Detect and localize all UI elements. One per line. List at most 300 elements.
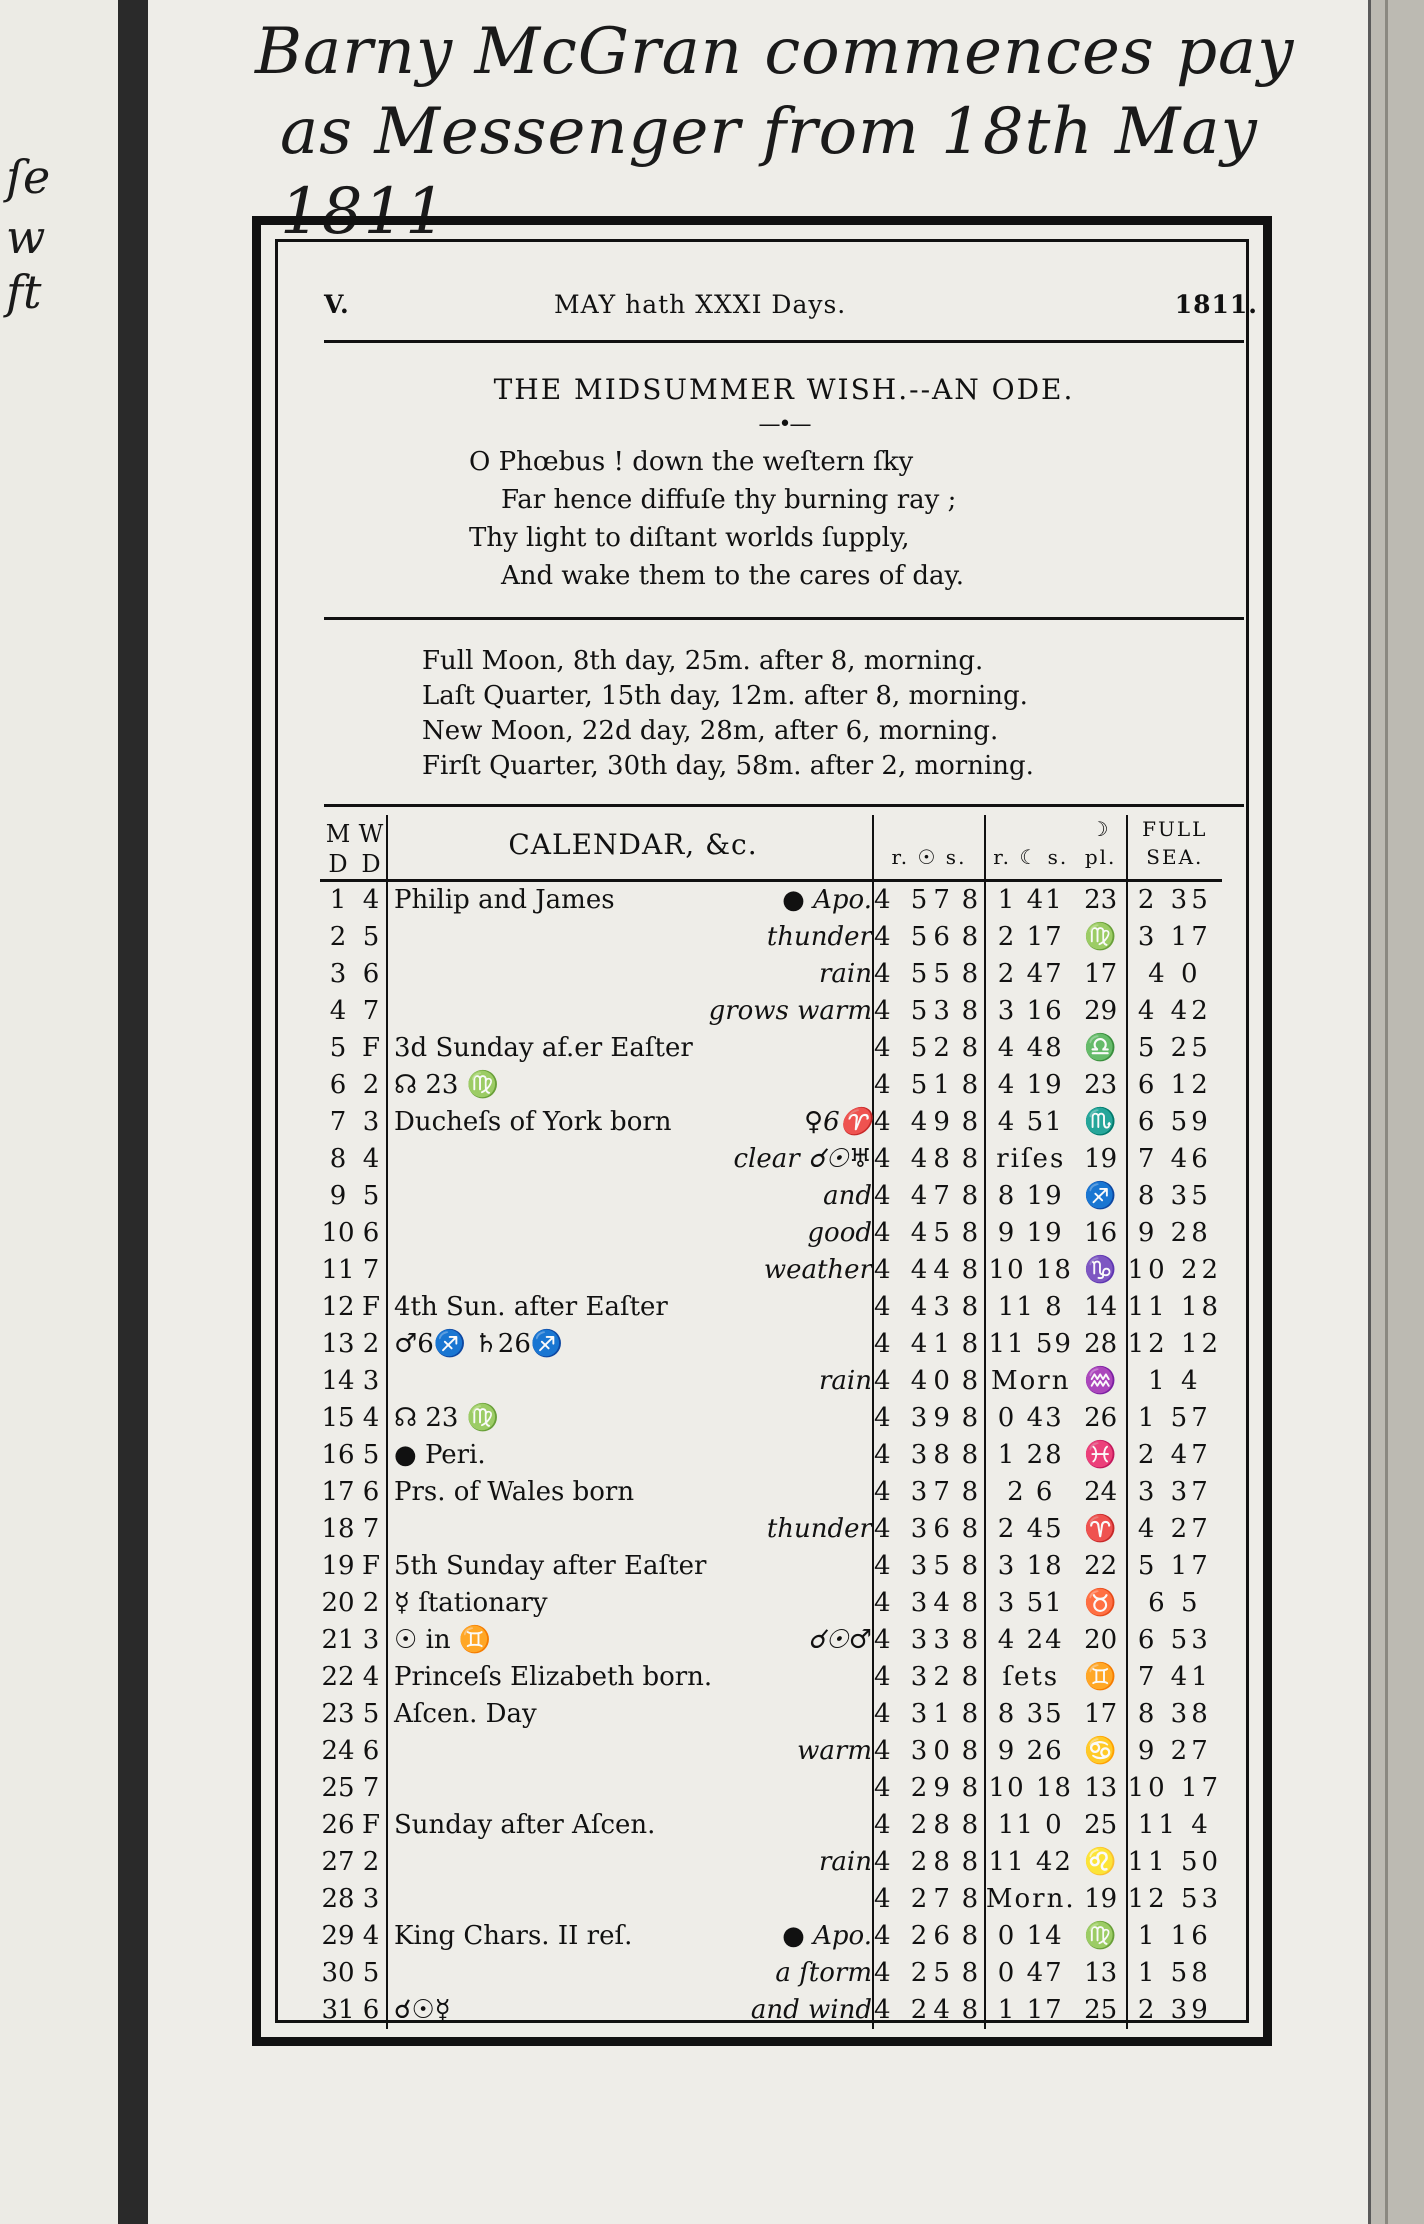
sun-set: 8 xyxy=(956,1770,985,1807)
table-row xyxy=(320,993,1222,1030)
sun-rise: 4 45 xyxy=(874,1218,956,1248)
phase-last-quarter: Laſt Quarter, 15th day, 12m. after 8, morning. xyxy=(422,681,1028,711)
moon-rise-set: riſes xyxy=(996,1144,1066,1174)
month-day: 13 xyxy=(321,1329,355,1359)
sun-set: 8 xyxy=(956,1400,985,1437)
month-day: 4 xyxy=(329,996,347,1026)
month-day: 16 xyxy=(321,1440,355,1470)
sun-rise: 4 40 xyxy=(874,1366,956,1396)
week-day: 7 xyxy=(356,1511,387,1548)
week-day: 3 xyxy=(356,1881,387,1918)
full-sea: 1 58 xyxy=(1137,1958,1212,1988)
table-row xyxy=(320,1030,1222,1067)
table-row xyxy=(320,1770,1222,1807)
week-day: 3 xyxy=(356,1622,387,1659)
week-day: 4 xyxy=(356,881,387,920)
table-row xyxy=(320,1844,1222,1881)
sun-set: 8 xyxy=(956,1474,985,1511)
table-row xyxy=(320,1141,1222,1178)
event-text: Aſcen. Day xyxy=(394,1699,537,1729)
moon-place: 19 xyxy=(1076,1141,1127,1178)
week-day: 6 xyxy=(356,1733,387,1770)
moon-place: 25 xyxy=(1076,1992,1127,2029)
event-text: Prs. of Wales born xyxy=(394,1477,635,1507)
year: 1811. xyxy=(1174,290,1258,319)
table-row xyxy=(320,1696,1222,1733)
week-day: 5 xyxy=(356,1696,387,1733)
weather-note: ● Apo. xyxy=(782,1921,872,1951)
full-sea: 6 12 xyxy=(1137,1070,1212,1100)
header-moon-place: ☽ pl. xyxy=(1076,815,1127,881)
week-day: 5 xyxy=(356,1955,387,1992)
weather-note: and wind xyxy=(750,1995,872,2025)
moon-place: 25 xyxy=(1076,1807,1127,1844)
event-text: Sunday after Aſcen. xyxy=(394,1810,656,1840)
month-day: 12 xyxy=(321,1292,355,1322)
weather-note: rain xyxy=(819,1366,872,1396)
moon-place: 16 xyxy=(1076,1215,1127,1252)
sun-rise: 4 56 xyxy=(874,922,956,952)
event-text: 3d Sunday af.er Eaſter xyxy=(394,1033,693,1063)
verse-line-3: Thy light to diſtant worlds ſupply, xyxy=(469,523,910,553)
moon-rise-set: 8 19 xyxy=(997,1181,1064,1211)
table-row xyxy=(320,956,1222,993)
moon-rise-set: 1 28 xyxy=(997,1440,1064,1470)
week-day: 6 xyxy=(356,1215,387,1252)
week-day: 4 xyxy=(356,1141,387,1178)
weather-note: a ſtorm xyxy=(775,1958,872,1988)
full-sea: 3 17 xyxy=(1137,922,1212,952)
week-day: 2 xyxy=(356,1326,387,1363)
weather-note: thunder xyxy=(766,1514,872,1544)
table-row xyxy=(320,1622,1222,1659)
full-sea: 6 5 xyxy=(1148,1588,1202,1618)
sun-set: 8 xyxy=(956,1437,985,1474)
moon-rise-set: 4 24 xyxy=(997,1625,1064,1655)
calendar-entry xyxy=(387,1030,873,1067)
moon-rise-set: 9 26 xyxy=(997,1736,1064,1766)
sun-rise: 4 38 xyxy=(874,1440,956,1470)
sun-set: 8 xyxy=(956,1289,985,1326)
calendar-entry xyxy=(387,1733,873,1770)
month-day: 6 xyxy=(329,1070,347,1100)
sun-rise: 4 28 xyxy=(874,1810,956,1840)
sun-set: 8 xyxy=(956,1918,985,1955)
moon-rise-set: 11 59 xyxy=(988,1329,1073,1359)
moon-place: ♋ xyxy=(1076,1733,1127,1770)
week-day: 5 xyxy=(356,1178,387,1215)
sun-set: 8 xyxy=(956,993,985,1030)
calendar-entry xyxy=(387,1696,873,1733)
sun-rise: 4 32 xyxy=(874,1662,956,1692)
full-sea: 1 57 xyxy=(1137,1403,1212,1433)
header-moon-rise-set: r. ☾ s. xyxy=(985,815,1076,881)
weather-note: weather xyxy=(763,1255,872,1285)
header-full-sea: FULL SEA. xyxy=(1127,815,1222,881)
weather-note: ☌☉♂ xyxy=(807,1625,872,1655)
verse-rule xyxy=(324,617,1244,620)
full-sea: 10 17 xyxy=(1127,1773,1223,1803)
sun-rise: 4 27 xyxy=(874,1884,956,1914)
moon-rise-set: 8 35 xyxy=(997,1699,1064,1729)
calendar-table xyxy=(320,815,1222,2029)
verse-line-1: O Phœbus ! down the weſtern ſky xyxy=(469,447,914,477)
sun-set: 8 xyxy=(956,1030,985,1067)
weather-note: rain xyxy=(819,1847,872,1877)
sun-set: 8 xyxy=(956,1141,985,1178)
moon-rise-set: 2 6 xyxy=(1007,1477,1055,1507)
moon-place: 28 xyxy=(1076,1326,1127,1363)
sun-set: 8 xyxy=(956,1067,985,1104)
handwritten-line-2: as Messenger from 18th May 1811 xyxy=(280,95,1258,249)
month-day: 24 xyxy=(321,1736,355,1766)
week-day: 5 xyxy=(356,1437,387,1474)
sun-rise: 4 52 xyxy=(874,1033,956,1063)
moon-place: ♓ xyxy=(1076,1437,1127,1474)
moon-place: ♐ xyxy=(1076,1178,1127,1215)
full-sea: 2 35 xyxy=(1137,885,1212,915)
sun-rise: 4 43 xyxy=(874,1292,956,1322)
week-day: 7 xyxy=(356,1770,387,1807)
table-row xyxy=(320,881,1222,920)
moon-place: ♑ xyxy=(1076,1252,1127,1289)
full-sea: 11 50 xyxy=(1127,1847,1223,1877)
moon-place: 17 xyxy=(1076,956,1127,993)
table-row xyxy=(320,1363,1222,1400)
month-day: 22 xyxy=(321,1662,355,1692)
moon-rise-set: 4 48 xyxy=(997,1033,1064,1063)
moon-rise-set: 1 41 xyxy=(997,885,1064,915)
week-day: 4 xyxy=(356,1918,387,1955)
table-row xyxy=(320,1585,1222,1622)
event-text: ☉ in ♊ xyxy=(394,1625,492,1655)
full-sea: 5 25 xyxy=(1137,1033,1212,1063)
full-sea: 5 17 xyxy=(1137,1551,1212,1581)
weather-note: ● Apo. xyxy=(782,885,872,915)
week-day: 6 xyxy=(356,956,387,993)
calendar-entry xyxy=(387,1067,873,1104)
moon-rise-set: 9 19 xyxy=(997,1218,1064,1248)
moon-place: ♍ xyxy=(1076,1918,1127,1955)
calendar-entry xyxy=(387,1437,873,1474)
month-day: 21 xyxy=(321,1625,355,1655)
full-sea: 12 53 xyxy=(1127,1884,1223,1914)
moon-place: ♏ xyxy=(1076,1104,1127,1141)
week-day: 3 xyxy=(356,1104,387,1141)
moon-rise-set: 11 0 xyxy=(997,1810,1064,1840)
sun-rise: 4 35 xyxy=(874,1551,956,1581)
calendar-entry xyxy=(387,1252,873,1289)
month-day: 23 xyxy=(321,1699,355,1729)
calendar-entry xyxy=(387,881,873,920)
table-row xyxy=(320,1326,1222,1363)
calendar-entry xyxy=(387,1770,873,1807)
table-row xyxy=(320,1807,1222,1844)
full-sea: 4 27 xyxy=(1137,1514,1212,1544)
moon-place: 23 xyxy=(1076,881,1127,920)
moon-place: ♒ xyxy=(1076,1363,1127,1400)
moon-place: 19 xyxy=(1076,1881,1127,1918)
month-day: 7 xyxy=(329,1107,347,1137)
table-row xyxy=(320,1067,1222,1104)
sun-rise: 4 48 xyxy=(874,1144,956,1174)
event-text: ☊ 23 ♍ xyxy=(394,1070,500,1100)
weather-note: grows warm xyxy=(708,996,872,1026)
full-sea: 4 0 xyxy=(1148,959,1202,989)
sun-set: 8 xyxy=(956,1696,985,1733)
book-gutter xyxy=(118,0,148,2224)
full-sea: 12 12 xyxy=(1127,1329,1223,1359)
event-text: ♂6♐ ♄26♐ xyxy=(394,1329,564,1359)
table-row xyxy=(320,1104,1222,1141)
moon-place: 13 xyxy=(1076,1955,1127,1992)
month-day: 14 xyxy=(321,1366,355,1396)
page-header xyxy=(324,282,1258,334)
week-day: 2 xyxy=(356,1585,387,1622)
calendar-entry xyxy=(387,1215,873,1252)
month-day: 27 xyxy=(321,1847,355,1877)
month-day: 29 xyxy=(321,1921,355,1951)
month-day: 30 xyxy=(321,1958,355,1988)
month-day: 28 xyxy=(321,1884,355,1914)
sun-rise: 4 39 xyxy=(874,1403,956,1433)
facing-page-fragment-3: ft xyxy=(6,265,42,319)
moon-place: 22 xyxy=(1076,1548,1127,1585)
sun-rise: 4 57 xyxy=(874,885,956,915)
full-sea: 2 47 xyxy=(1137,1440,1212,1470)
moon-place: ♈ xyxy=(1076,1511,1127,1548)
event-text: Philip and James xyxy=(394,885,615,915)
sun-set: 8 xyxy=(956,956,985,993)
calendar-entry xyxy=(387,1881,873,1918)
sun-rise: 4 34 xyxy=(874,1588,956,1618)
moon-phases xyxy=(422,644,1244,784)
full-sea: 6 59 xyxy=(1137,1107,1212,1137)
table-row xyxy=(320,1437,1222,1474)
full-sea: 2 39 xyxy=(1137,1995,1212,2025)
full-sea: 11 18 xyxy=(1127,1292,1223,1322)
ornament-divider: —•— xyxy=(758,412,810,437)
week-day: 7 xyxy=(356,1252,387,1289)
event-text: ☿ ſtationary xyxy=(394,1588,548,1618)
header-rule xyxy=(324,340,1244,343)
week-day: 4 xyxy=(356,1400,387,1437)
sun-set: 8 xyxy=(956,1104,985,1141)
phase-new-moon: New Moon, 22d day, 28m, after 6, morning. xyxy=(422,716,999,746)
calendar-entry xyxy=(387,1326,873,1363)
calendar-entry xyxy=(387,1178,873,1215)
sun-rise: 4 30 xyxy=(874,1736,956,1766)
week-day: 4 xyxy=(356,1659,387,1696)
month-day: 25 xyxy=(321,1773,355,1803)
calendar-entry xyxy=(387,1511,873,1548)
sun-set: 8 xyxy=(956,1659,985,1696)
moon-rise-set: 11 8 xyxy=(997,1292,1064,1322)
sun-rise: 4 31 xyxy=(874,1699,956,1729)
event-text: King Chars. II reſ. xyxy=(394,1921,633,1951)
sun-set: 8 xyxy=(956,881,985,920)
ode-title: THE MIDSUMMER WISH.--AN ODE. xyxy=(493,373,1075,406)
full-sea: 10 22 xyxy=(1127,1255,1223,1285)
table-row xyxy=(320,1881,1222,1918)
moon-rise-set: 3 16 xyxy=(997,996,1064,1026)
moon-place: 17 xyxy=(1076,1696,1127,1733)
month-day: 17 xyxy=(321,1477,355,1507)
full-sea: 8 35 xyxy=(1137,1181,1212,1211)
facing-page-fragment-2: w xyxy=(6,210,46,264)
moon-rise-set: 10 18 xyxy=(988,1773,1073,1803)
moon-place: 29 xyxy=(1076,993,1127,1030)
moon-rise-set: 2 45 xyxy=(997,1514,1064,1544)
weather-note: rain xyxy=(819,959,872,989)
sun-set: 8 xyxy=(956,1733,985,1770)
sun-set: 8 xyxy=(956,1807,985,1844)
moon-rise-set: 0 43 xyxy=(997,1403,1064,1433)
moon-rise-set: 2 17 xyxy=(997,922,1064,952)
phase-first-quarter: Firſt Quarter, 30th day, 58m. after 2, morning. xyxy=(422,751,1034,781)
month-day: 20 xyxy=(321,1588,355,1618)
sun-set: 8 xyxy=(956,1178,985,1215)
calendar-entry xyxy=(387,1585,873,1622)
event-text: ☌☉☿ xyxy=(394,1995,451,2025)
moon-rise-set: 3 51 xyxy=(997,1588,1064,1618)
full-sea: 6 53 xyxy=(1137,1625,1212,1655)
moon-place: 13 xyxy=(1076,1770,1127,1807)
sun-set: 8 xyxy=(956,1326,985,1363)
phase-full-moon: Full Moon, 8th day, 25m. after 8, morning. xyxy=(422,646,984,676)
header-month-day: M D xyxy=(320,815,356,881)
table-row xyxy=(320,1918,1222,1955)
week-day: F xyxy=(356,1548,387,1585)
handwritten-line-1: Barny McGran commences pay xyxy=(255,15,1295,89)
month-day: 15 xyxy=(321,1403,355,1433)
week-day: 5 xyxy=(356,919,387,956)
full-sea: 7 41 xyxy=(1137,1662,1212,1692)
moon-place: 23 xyxy=(1076,1067,1127,1104)
facing-page-fragment-1: ſe xyxy=(6,150,51,204)
table-row xyxy=(320,1733,1222,1770)
sun-rise: 4 28 xyxy=(874,1847,956,1877)
calendar-entry xyxy=(387,1844,873,1881)
full-sea: 9 27 xyxy=(1137,1736,1212,1766)
sun-set: 8 xyxy=(956,1252,985,1289)
sun-set: 8 xyxy=(956,1511,985,1548)
calendar-entry xyxy=(387,1659,873,1696)
calendar-entry xyxy=(387,1955,873,1992)
sun-set: 8 xyxy=(956,1844,985,1881)
weather-note: thunder xyxy=(766,922,872,952)
moon-rise-set: Morn. xyxy=(985,1884,1076,1914)
header-calendar: CALENDAR, &c. xyxy=(387,815,873,881)
event-text: 4th Sun. after Eaſter xyxy=(394,1292,668,1322)
sun-rise: 4 33 xyxy=(874,1625,956,1655)
sun-set: 8 xyxy=(956,1992,985,2029)
moon-rise-set: 4 19 xyxy=(997,1070,1064,1100)
sun-set: 8 xyxy=(956,1622,985,1659)
sun-rise: 4 24 xyxy=(874,1995,956,2025)
table-row xyxy=(320,1511,1222,1548)
sun-rise: 4 26 xyxy=(874,1921,956,1951)
month-number: V. xyxy=(324,290,350,319)
table-row xyxy=(320,1215,1222,1252)
moon-place: ♉ xyxy=(1076,1585,1127,1622)
full-sea: 8 38 xyxy=(1137,1699,1212,1729)
event-text: Ducheſs of York born xyxy=(394,1107,672,1137)
event-text: ☊ 23 ♍ xyxy=(394,1403,500,1433)
full-sea: 1 4 xyxy=(1148,1366,1202,1396)
verse-line-4: And wake them to the cares of day. xyxy=(501,561,964,591)
ode-verse xyxy=(469,443,1244,595)
month-day: 10 xyxy=(321,1218,355,1248)
calendar-frame-inner xyxy=(275,239,1258,2025)
weather-note: clear ☌☉♅ xyxy=(733,1144,872,1174)
moon-rise-set: ſets xyxy=(1002,1662,1060,1692)
calendar-entry xyxy=(387,1807,873,1844)
table-row xyxy=(320,1289,1222,1326)
sun-rise: 4 53 xyxy=(874,996,956,1026)
moon-place: ♍ xyxy=(1076,919,1127,956)
month-day: 11 xyxy=(321,1255,355,1285)
header-week-day: W D xyxy=(356,815,387,881)
moon-rise-set: 2 47 xyxy=(997,959,1064,989)
month-day: 9 xyxy=(329,1181,347,1211)
moon-rise-set: 11 42 xyxy=(988,1847,1073,1877)
calendar-frame xyxy=(252,216,1272,2046)
table-row xyxy=(320,1548,1222,1585)
month-day: 26 xyxy=(321,1810,355,1840)
calendar-entry xyxy=(387,1918,873,1955)
moon-place: ♊ xyxy=(1076,1659,1127,1696)
table-row xyxy=(320,1400,1222,1437)
sun-set: 8 xyxy=(956,1955,985,1992)
month-day: 8 xyxy=(329,1144,347,1174)
month-day: 19 xyxy=(321,1551,355,1581)
calendar-entry xyxy=(387,1104,873,1141)
sun-rise: 4 36 xyxy=(874,1514,956,1544)
page-edges xyxy=(1368,0,1424,2224)
sun-set: 8 xyxy=(956,1881,985,1918)
month-day: 2 xyxy=(329,922,347,952)
calendar-entry xyxy=(387,1400,873,1437)
table-row xyxy=(320,919,1222,956)
sun-rise: 4 25 xyxy=(874,1958,956,1988)
week-day: 2 xyxy=(356,1067,387,1104)
calendar-entry xyxy=(387,1363,873,1400)
moon-place: ♎ xyxy=(1076,1030,1127,1067)
week-day: 3 xyxy=(356,1363,387,1400)
week-day: F xyxy=(356,1289,387,1326)
sun-set: 8 xyxy=(956,919,985,956)
calendar-entry xyxy=(387,1548,873,1585)
week-day: 7 xyxy=(356,993,387,1030)
calendar-entry xyxy=(387,1141,873,1178)
moon-rise-set: 3 18 xyxy=(997,1551,1064,1581)
table-row xyxy=(320,1474,1222,1511)
verse-line-2: Far hence diffuſe thy burning ray ; xyxy=(501,485,957,515)
calendar-entry xyxy=(387,1289,873,1326)
sun-rise: 4 29 xyxy=(874,1773,956,1803)
table-row xyxy=(320,1659,1222,1696)
full-sea: 11 4 xyxy=(1137,1810,1212,1840)
moon-place: ♌ xyxy=(1076,1844,1127,1881)
moon-rise-set: 0 47 xyxy=(997,1958,1064,1988)
phases-rule xyxy=(324,804,1244,807)
month-title: MAY hath XXXI Days. xyxy=(554,290,847,319)
week-day: F xyxy=(356,1807,387,1844)
sun-set: 8 xyxy=(956,1585,985,1622)
calendar-header-row xyxy=(320,815,1222,881)
full-sea: 4 42 xyxy=(1137,996,1212,1026)
